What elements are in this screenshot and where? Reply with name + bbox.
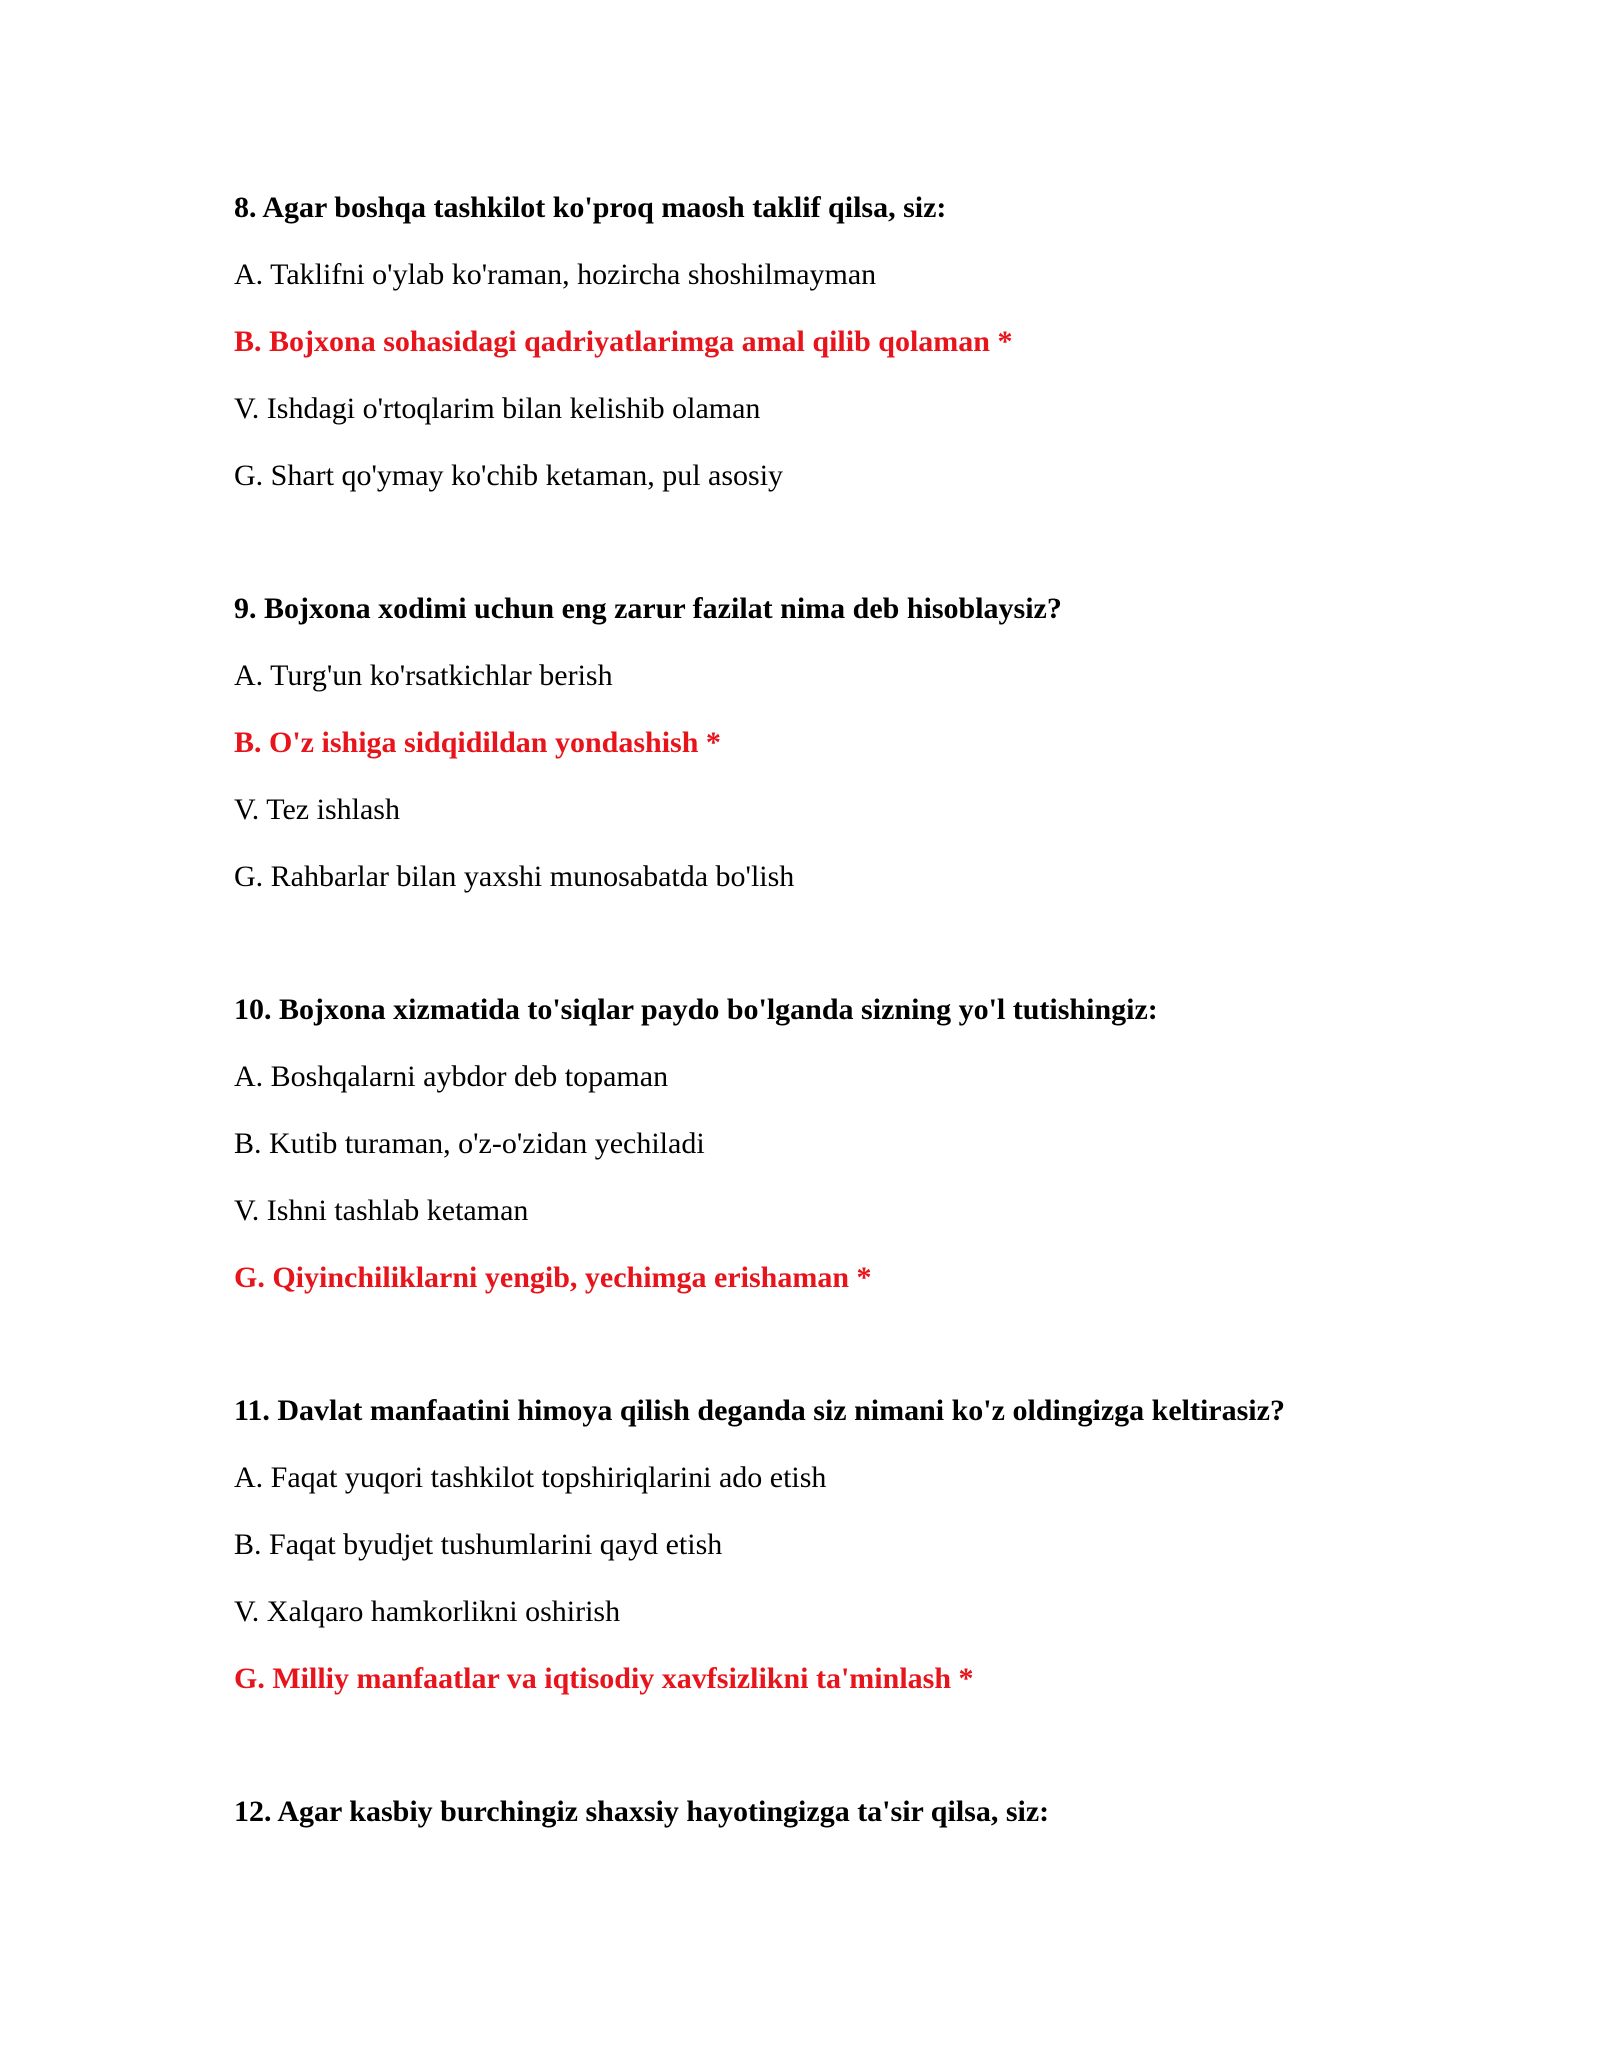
option-g: G. Rahbarlar bilan yaxshi munosabatda bo'lish	[234, 860, 795, 893]
question-title: 11. Davlat manfaatini himoya qilish deganda siz nimani ko'z oldingizga keltirasiz?	[234, 1394, 1285, 1427]
question-9	[234, 591, 1484, 895]
option-v: V. Tez ishlash	[234, 793, 400, 826]
option-g-correct: G. Milliy manfaatlar va iqtisodiy xavfsizlikni ta'minlash *	[234, 1662, 974, 1695]
option-v: V. Xalqaro hamkorlikni oshirish	[234, 1595, 621, 1628]
question-title: 8. Agar boshqa tashkilot ko'proq maosh taklif qilsa, siz:	[234, 191, 947, 224]
option-a: A. Turg'un ko'rsatkichlar berish	[234, 659, 613, 692]
option-b: B. Faqat byudjet tushumlarini qayd etish	[234, 1528, 723, 1561]
option-v: V. Ishdagi o'rtoqlarim bilan kelishib olaman	[234, 392, 761, 425]
question-8	[234, 190, 1484, 494]
question-title: 9. Bojxona xodimi uchun eng zarur fazilat nima deb hisoblaysiz?	[234, 592, 1062, 625]
option-g-correct: G. Qiyinchiliklarni yengib, yechimga erishaman *	[234, 1261, 872, 1294]
question-title: 10. Bojxona xizmatida to'siqlar paydo bo'lganda sizning yo'l tutishingiz:	[234, 993, 1158, 1026]
question-12	[234, 1794, 1484, 1830]
option-a: A. Taklifni o'ylab ko'raman, hozircha shoshilmayman	[234, 258, 877, 291]
question-10	[234, 992, 1484, 1296]
option-g: G. Shart qo'ymay ko'chib ketaman, pul asosiy	[234, 459, 784, 492]
option-b-correct: B. Bojxona sohasidagi qadriyatlarimga amal qilib qolaman *	[234, 325, 1013, 358]
option-b-correct: B. O'z ishiga sidqidildan yondashish *	[234, 726, 721, 759]
question-title: 12. Agar kasbiy burchingiz shaxsiy hayotingizga ta'sir qilsa, siz:	[234, 1795, 1050, 1828]
option-a: A. Faqat yuqori tashkilot topshiriqlarini ado etish	[234, 1461, 827, 1494]
question-11	[234, 1393, 1484, 1697]
option-v: V. Ishni tashlab ketaman	[234, 1194, 529, 1227]
option-b: B. Kutib turaman, o'z-o'zidan yechiladi	[234, 1127, 705, 1160]
option-a: A. Boshqalarni aybdor deb topaman	[234, 1060, 669, 1093]
